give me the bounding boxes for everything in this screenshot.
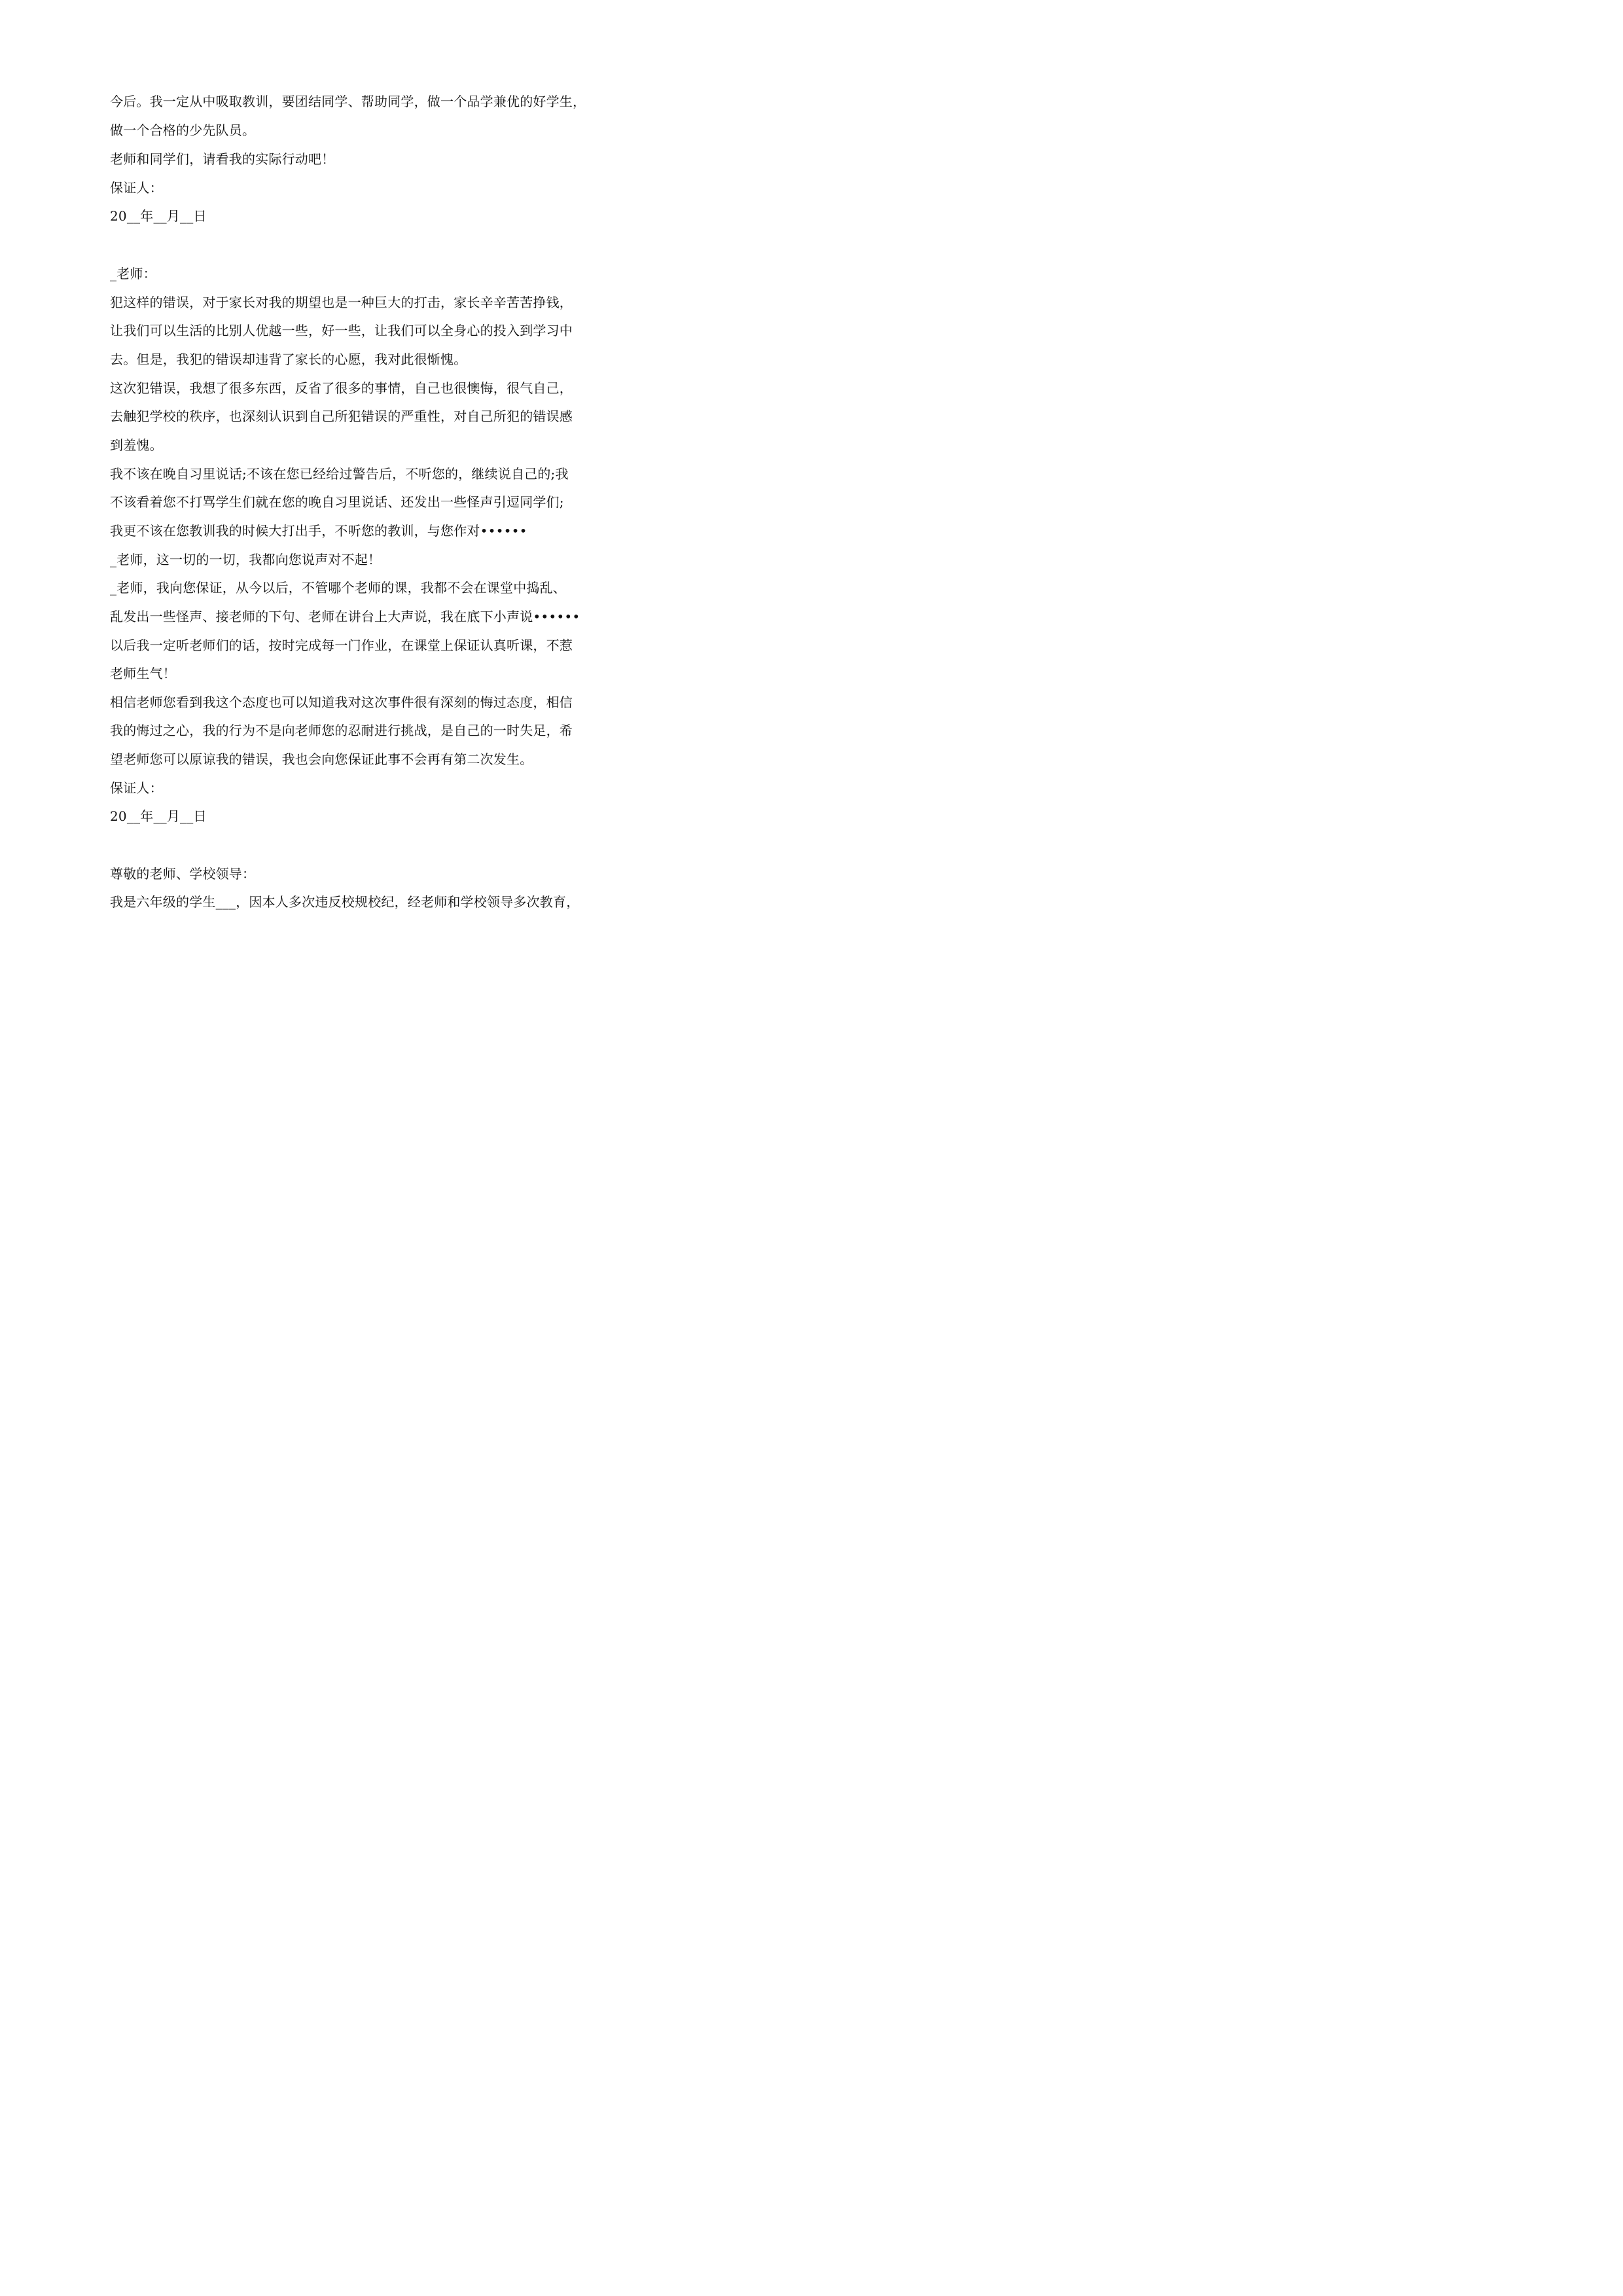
text-line: 乱发出一些怪声、接老师的下句、老师在讲台上大声说，我在底下小声说••••••	[110, 609, 580, 624]
text-line: 以后我一定听老师们的话，按时完成每一门作业，在课堂上保证认真听课，不惹	[110, 637, 573, 653]
text-line: 到羞愧。	[110, 437, 163, 453]
text-line: 老师生气！	[110, 666, 176, 681]
text-line: _老师，我向您保证，从今以后，不管哪个老师的课，我都不会在课堂中捣乱、	[110, 580, 566, 596]
text-line: 去。但是，我犯的错误却违背了家长的心愿，我对此很惭愧。	[110, 351, 467, 367]
text-line: 相信老师您看到我这个态度也可以知道我对这次事件很有深刻的悔过态度，相信	[110, 694, 573, 710]
text-line: 去触犯学校的秩序，也深刻认识到自己所犯错误的严重性，对自己所犯的错误感	[110, 408, 573, 424]
text-line: _老师，这一切的一切，我都向您说声对不起！	[110, 552, 382, 567]
text-line: 这次犯错误，我想了很多东西，反省了很多的事情，自己也很懊悔，很气自己，	[110, 380, 573, 396]
text-line: 我是六年级的学生___，因本人多次违反校规校纪，经老师和学校领导多次教育，	[110, 894, 580, 910]
text-line: 让我们可以生活的比别人优越一些，好一些，让我们可以全身心的投入到学习中	[110, 323, 573, 338]
text-line: 望老师您可以原谅我的错误，我也会向您保证此事不会再有第二次发生。	[110, 751, 533, 767]
text-line: 保证人：	[110, 780, 163, 796]
document-page	[0, 0, 726, 1026]
text-line: 做一个合格的少先队员。	[110, 122, 256, 138]
text-line: 20__年__月__日	[110, 808, 207, 824]
text-line: 今后。我一定从中吸取教训，要团结同学、帮助同学，做一个品学兼优的好学生，	[110, 94, 586, 109]
text-line: 20__年__月__日	[110, 208, 207, 224]
text-line: 尊敬的老师、学校领导：	[110, 866, 256, 882]
text-line: 老师和同学们，请看我的实际行动吧！	[110, 151, 335, 167]
text-line: 我不该在晚自习里说话;不该在您已经给过警告后，不听您的，继续说自己的;我	[110, 466, 569, 482]
text-line: 不该看着您不打骂学生们就在您的晚自习里说话、还发出一些怪声引逗同学们;	[110, 494, 564, 510]
text-line: 我的悔过之心，我的行为不是向老师您的忍耐进行挑战，是自己的一时失足，希	[110, 723, 573, 738]
text-line: 犯这样的错误，对于家长对我的期望也是一种巨大的打击，家长辛辛苦苦挣钱，	[110, 295, 573, 310]
text-line: 我更不该在您教训我的时候大打出手，不听您的教训，与您作对••••••	[110, 523, 527, 539]
text-line: _老师：	[110, 266, 156, 281]
text-line: 保证人：	[110, 180, 163, 196]
